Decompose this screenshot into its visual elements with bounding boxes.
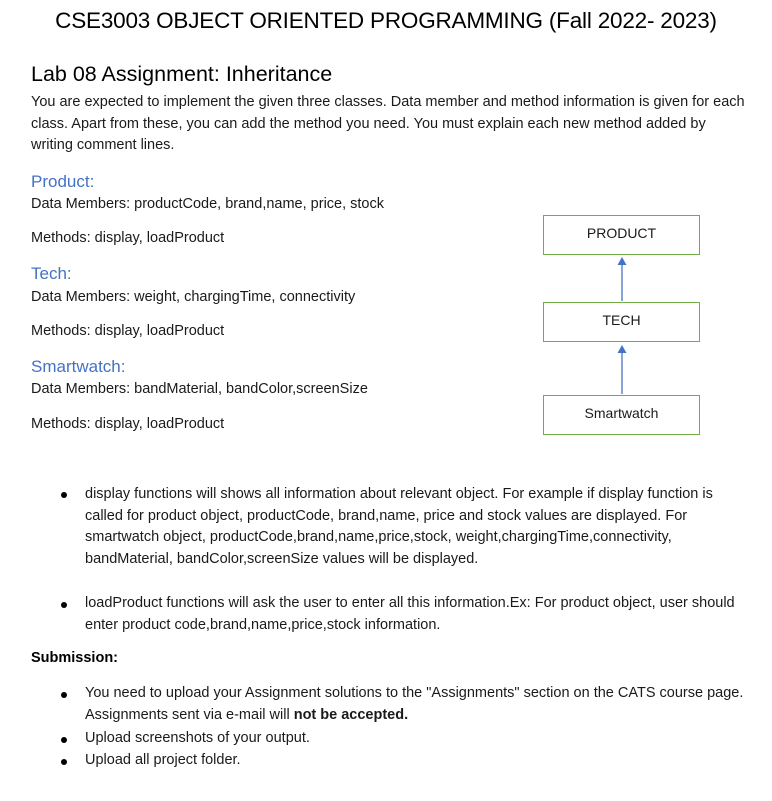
- submission-item-upload: [85, 683, 745, 726]
- tech-data-members: Data Members: weight, chargingTime, connectivity: [31, 289, 356, 305]
- class-heading-tech: Tech:: [31, 264, 72, 283]
- bullet-dot: [61, 602, 67, 608]
- smartwatch-methods: Methods: display, loadProduct: [31, 416, 225, 432]
- product-methods: Methods: display, loadProduct: [31, 230, 225, 246]
- bullet-dot: [61, 692, 67, 698]
- diagram-label-tech: TECH: [602, 312, 641, 328]
- product-data-members: Data Members: productCode, brand,name, price, stock: [31, 196, 384, 212]
- diagram-label-product: PRODUCT: [586, 225, 657, 241]
- smartwatch-data-members: Data Members: bandMaterial, bandColor,screenSize: [31, 381, 368, 397]
- submission-item-screenshots: Upload screenshots of your output.: [85, 730, 310, 746]
- diagram-label-smartwatch: Smartwatch: [584, 405, 659, 421]
- note-loadproduct: loadProduct functions will ask the user to enter all this information.Ex: For product object, user should enter product code,brand,name,price,stock information.: [85, 595, 735, 633]
- bullet-dot: [61, 759, 67, 765]
- course-title: CSE3003 OBJECT ORIENTED PROGRAMMING (Fall 2022- 2023): [55, 8, 717, 33]
- bullet-dot: [61, 492, 67, 498]
- diagram-box-product: [543, 215, 700, 255]
- note-display: display functions will shows all information about relevant object. For example if display function is called for product object, productCode, brand,name, price and stock values are displayed. For smartwatch object, productCode,brand,name,price,stock, weight,chargingTime,connectivity, bandMaterial, bandColor,screenSize values will be displayed.: [85, 486, 713, 567]
- class-heading-smartwatch: Smartwatch:: [31, 357, 126, 376]
- intro-paragraph: You are expected to implement the given three classes. Data member and method information is given for each class. Apart from these, you can add the method you need. You must explain each new method added by writing comment lines.: [31, 94, 745, 153]
- bullet-dot: [61, 737, 67, 743]
- tech-methods: Methods: display, loadProduct: [31, 323, 225, 339]
- arrowhead-tech: [618, 345, 627, 353]
- submission-item-upload-text: You need to upload your Assignment solutions to the "Assignments" section on the CATS course page. Assignments sent via e-mail will: [85, 685, 744, 723]
- submission-not-accepted: not be accepted.: [293, 706, 409, 723]
- class-heading-product: Product:: [31, 172, 95, 191]
- assignment-title: Lab 08 Assignment: Inheritance: [31, 62, 333, 86]
- submission-item-project-folder: Upload all project folder.: [85, 752, 241, 768]
- submission-heading: Submission:: [31, 650, 119, 666]
- arrowhead-product: [618, 257, 627, 265]
- diagram-box-tech: [543, 302, 700, 342]
- diagram-box-smartwatch: [543, 395, 700, 435]
